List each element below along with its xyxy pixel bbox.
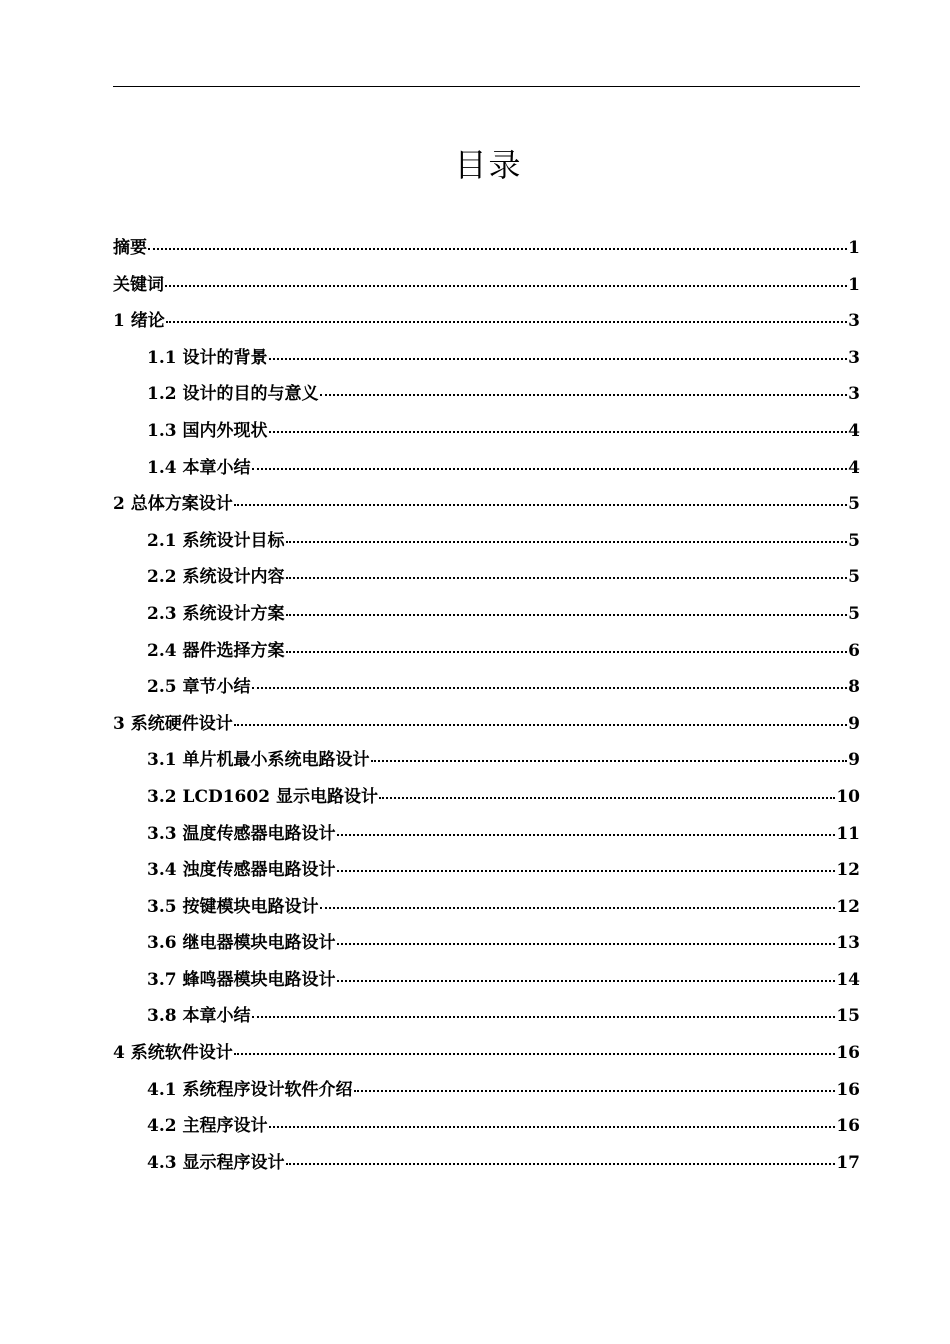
dot-leader [148,248,847,250]
dot-leader [234,1053,836,1055]
toc-entry-page-number: 14 [836,969,860,990]
toc-entry-page-number: 17 [836,1152,860,1173]
toc-entry-page-number: 6 [848,640,860,661]
toc-entry-page-number: 16 [836,1116,860,1137]
toc-entry-page-number: 12 [836,860,860,881]
page-title: 目录 [454,146,523,184]
dot-leader [320,907,836,909]
dot-leader [286,541,848,543]
toc-entry-label: 1.3 国内外现状 [147,420,268,441]
toc-entry-page-number: 4 [848,457,860,478]
dot-leader [320,394,848,396]
toc-entry[interactable] [113,889,860,926]
toc-entry-page-number: 12 [836,896,860,917]
toc-entry[interactable] [113,559,860,596]
toc-entry[interactable] [113,1145,860,1182]
toc-entry-page-number: 5 [848,530,860,551]
dot-leader [252,687,848,689]
toc-entry[interactable] [113,450,860,487]
toc-entry[interactable] [113,523,860,560]
toc-entry-page-number: 5 [848,494,860,515]
toc-entry-page-number: 1 [848,238,860,258]
toc-entry-page-number: 8 [848,677,860,698]
toc-entry-label: 1.2 设计的目的与意义 [147,384,319,405]
toc-entry-label: 2.4 器件选择方案 [147,640,285,661]
toc-entry-page-number: 11 [836,823,860,844]
toc-entry-label: 4.1 系统程序设计软件介绍 [147,1079,353,1100]
dot-leader [354,1090,836,1092]
toc-entry-page-number: 16 [836,1043,860,1064]
toc-entry[interactable] [113,633,860,670]
toc-entry-label: 3.1 单片机最小系统电路设计 [147,750,370,771]
toc-entry-label: 摘要 [113,238,147,258]
toc-entry[interactable] [113,1108,860,1145]
toc-entry[interactable] [113,1072,860,1109]
dot-leader [269,1126,836,1128]
toc-entry-label: 1.4 本章小结 [147,457,251,478]
toc-entry[interactable] [113,267,860,304]
dot-leader [166,321,847,323]
toc-entry[interactable] [113,230,860,267]
toc-entry-label: 2.1 系统设计目标 [147,530,285,551]
header-rule [113,86,860,87]
toc-entry-label: 3.8 本章小结 [147,1006,251,1027]
toc-entry-label: 3.6 继电器模块电路设计 [147,933,336,954]
toc-entry-label: 3.3 温度传感器电路设计 [147,823,336,844]
table-of-contents [113,230,860,1181]
dot-leader [269,358,848,360]
dot-leader [286,577,848,579]
toc-entry[interactable] [113,816,860,853]
toc-entry-page-number: 5 [848,603,860,624]
toc-entry-page-number: 3 [848,347,860,368]
toc-entry-page-number: 13 [836,933,860,954]
dot-leader [252,468,848,470]
toc-entry-label: 3.2 LCD1602 显示电路设计 [147,786,378,807]
dot-leader [286,651,848,653]
toc-entry-label: 2.2 系统设计内容 [147,567,285,588]
toc-entry[interactable] [113,742,860,779]
toc-entry[interactable] [113,340,860,377]
dot-leader [234,724,847,726]
toc-entry-label: 4 系统软件设计 [113,1043,233,1064]
toc-entry[interactable] [113,998,860,1035]
dot-leader [286,1163,836,1165]
toc-entry-label: 3.5 按键模块电路设计 [147,896,319,917]
toc-entry-label: 3.4 浊度传感器电路设计 [147,860,336,881]
toc-entry[interactable] [113,925,860,962]
toc-entry-label: 3.7 蜂鸣器模块电路设计 [147,969,336,990]
toc-entry-page-number: 5 [848,567,860,588]
dot-leader [269,431,848,433]
toc-entry-page-number: 4 [848,420,860,441]
toc-entry-page-number: 15 [836,1006,860,1027]
toc-entry[interactable] [113,962,860,999]
toc-entry-label: 1 绪论 [113,311,165,332]
toc-entry-label: 2.3 系统设计方案 [147,603,285,624]
toc-entry-label: 关键词 [113,274,164,295]
toc-entry[interactable] [113,596,860,633]
toc-entry-page-number: 10 [836,786,860,807]
toc-entry-page-number: 9 [848,713,860,734]
toc-entry-label: 4.3 显示程序设计 [147,1152,285,1173]
toc-entry[interactable] [113,413,860,450]
toc-entry-page-number: 3 [848,384,860,405]
toc-entry[interactable] [113,706,860,743]
dot-leader [252,1016,836,1018]
toc-entry[interactable] [113,852,860,889]
toc-entry-page-number: 16 [836,1079,860,1100]
toc-entry[interactable] [113,1035,860,1072]
toc-entry[interactable] [113,303,860,340]
toc-entry[interactable] [113,376,860,413]
dot-leader [337,980,836,982]
dot-leader [337,870,836,872]
toc-entry-label: 1.1 设计的背景 [147,347,268,368]
dot-leader [371,760,848,762]
dot-leader [286,614,848,616]
dot-leader [337,834,836,836]
toc-entry[interactable] [113,669,860,706]
toc-entry-label: 4.2 主程序设计 [147,1116,268,1137]
dot-leader [165,285,847,287]
toc-entry-page-number: 1 [848,274,860,295]
toc-entry-label: 2 总体方案设计 [113,494,233,515]
toc-entry-page-number: 3 [848,311,860,332]
dot-leader [234,504,847,506]
toc-entry[interactable] [113,779,860,816]
toc-entry[interactable] [113,486,860,523]
dot-leader [379,797,835,799]
toc-entry-page-number: 9 [848,750,860,771]
dot-leader [337,943,836,945]
toc-entry-label: 3 系统硬件设计 [113,713,233,734]
toc-entry-label: 2.5 章节小结 [147,677,251,698]
